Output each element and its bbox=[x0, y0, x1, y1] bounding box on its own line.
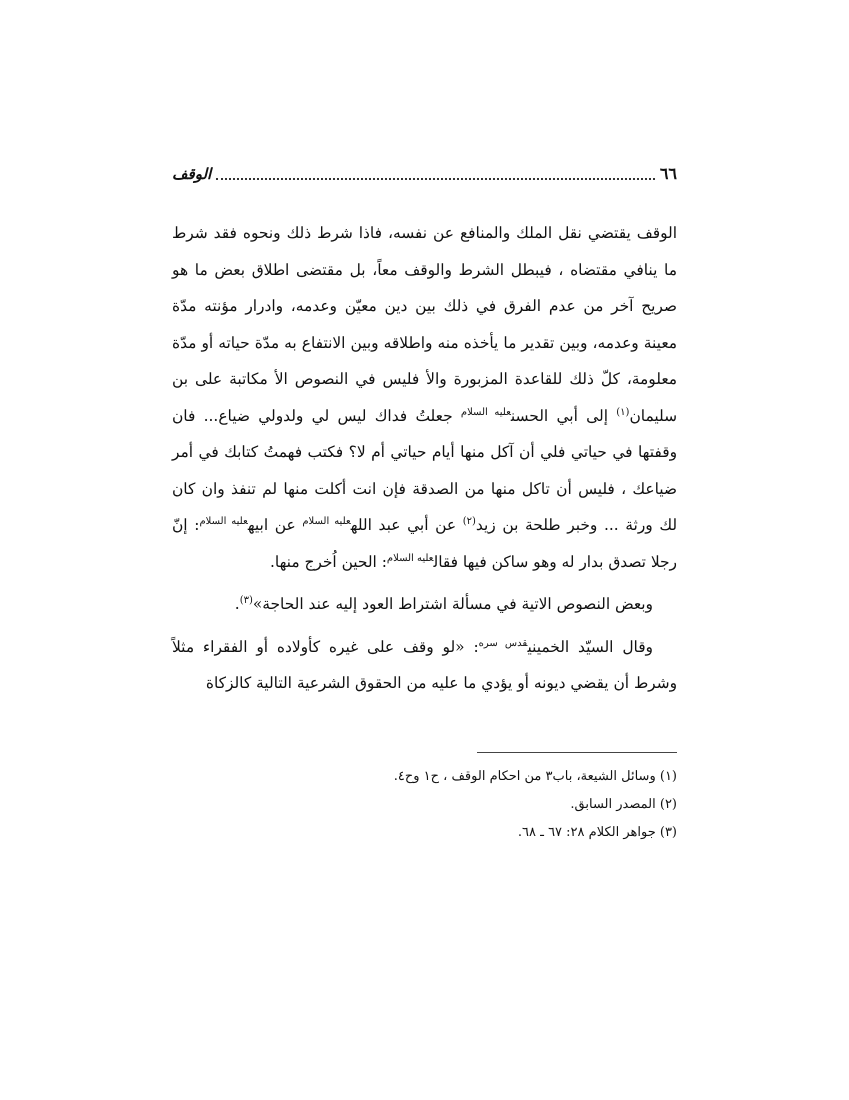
text-run: الوقف يقتضي نقل الملك والمنافع عن نفسه، فاذا شرط ذلك ونحوه فقد شرط ما ينافي مقتضاه ، فيبطل الشرط والوقف معاً، بل مقتضى اطلاق بعض ما هو صريح آخر من عدم الفرق في ذلك بين دين معيّن وعدمه، وادرار مؤنته مدّة معينة وعدمه، وبين تقدير ما يأخذه منه واطلاقه وبين الانتفاع به مدّة حياته أو مدّة معلومة، كلّ ذلك للقاعدة المزبورة والأ فليس في النصوص الأ مكاتبة على بن سليمان bbox=[172, 224, 677, 425]
text-run: : الحين اُخرج منها. bbox=[270, 552, 387, 571]
text-run: وبعض النصوص الاتية في مسألة اشتراط العود إليه عند الحاجة» bbox=[252, 595, 653, 613]
header-dotted-leader bbox=[216, 178, 655, 180]
text-run: : «لو وقف على غيره كأولاده أو الفقراء مثلاً وشرط أن يقضي ديونه أو يؤدي ما عليه من الحقوق الشرعية التالية كالزكاة bbox=[172, 637, 677, 692]
page-header bbox=[172, 150, 677, 184]
text-run: إلى أبي الحسن bbox=[510, 406, 617, 425]
footnotes bbox=[172, 763, 677, 847]
main-text bbox=[172, 215, 677, 702]
text-run: عن أبي عبد الله bbox=[350, 516, 463, 534]
footnote-ref-1[interactable]: (١) bbox=[616, 406, 630, 418]
footnote-1: (١) وسائل الشيعة، باب٣ من احكام الوقف ، ح١ وح٤. bbox=[393, 768, 677, 784]
paragraph-2 bbox=[172, 586, 677, 623]
text-run: عن ابيه bbox=[247, 516, 303, 534]
footnote-ref-2[interactable]: (٢) bbox=[462, 515, 476, 527]
honorific-mark: عليه السلام bbox=[386, 552, 434, 564]
honorific-mark: عليه السلام bbox=[460, 406, 511, 418]
text-run: . bbox=[234, 595, 240, 613]
footnote-separator bbox=[477, 752, 677, 753]
text-run: : إنّ رجلا تصدق بدار له وهو ساكن فيها فقال bbox=[172, 516, 677, 571]
honorific-mark: عليه السلام bbox=[302, 515, 351, 527]
paragraph-1 bbox=[172, 215, 677, 580]
footnote-ref-3[interactable]: (٣) bbox=[239, 594, 253, 606]
honorific-mark: عليه السلام bbox=[199, 515, 248, 527]
document-page bbox=[172, 150, 677, 847]
text-run: وقال السيّد الخميني bbox=[527, 637, 653, 656]
paragraph-3 bbox=[172, 629, 677, 702]
text-run: جعلتُ فداك ليس لي ولدولي ضياع... فان وقفتها في حياتي فلي أن آكل منها أيام حياتي أم لا؟ فكتب فهمتُ كتابك في أمر ضياعك ، فليس أن تاكل منها من الصدقة فإن انت أكلت منها لم تنفذ وان كان لك ورثة ... وخبر طلحة بن زيد bbox=[172, 406, 678, 534]
page-number: ٦٦ bbox=[659, 164, 677, 183]
running-title: الوقف bbox=[172, 165, 212, 183]
honorific-mark: قدس سره bbox=[478, 637, 528, 649]
footnote-3: (٣) جواهر الكلام ٢٨: ٦٧ ـ ٦٨. bbox=[517, 824, 677, 840]
footnote-2: (٢) المصدر السابق. bbox=[570, 796, 677, 812]
